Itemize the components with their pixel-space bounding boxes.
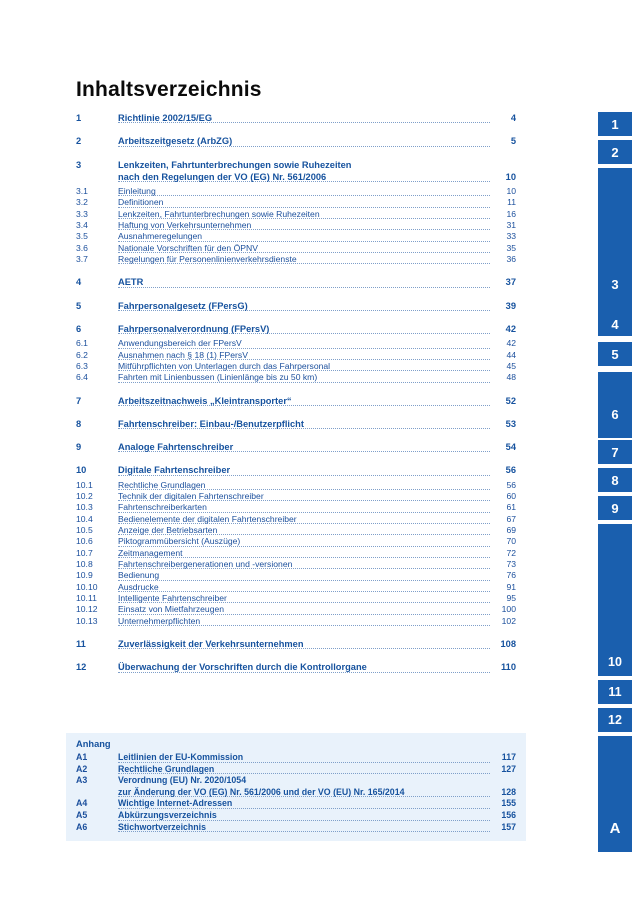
- page-title: Inhaltsverzeichnis: [76, 78, 262, 101]
- toc-entry-page: 53: [505, 418, 516, 429]
- chapter-tab-11[interactable]: 11: [598, 680, 632, 704]
- toc-entry-leader: AETR: [118, 276, 490, 288]
- toc-entry-number: 10.6: [76, 536, 93, 547]
- toc-entry-page: 54: [505, 442, 516, 453]
- toc-entry[interactable]: [76, 559, 516, 570]
- appendix-entry-number: A5: [76, 810, 88, 821]
- appendix-entry[interactable]: [76, 798, 516, 810]
- appendix-entry[interactable]: [76, 810, 516, 822]
- appendix-entry-leader: Wichtige Internet-Adressen: [118, 798, 490, 810]
- toc-entry[interactable]: [76, 638, 516, 650]
- chapter-tab-1[interactable]: 1: [598, 112, 632, 136]
- appendix-entry-leader: Stichwortverzeichnis: [118, 822, 490, 834]
- toc-entry[interactable]: [76, 491, 516, 502]
- toc-entry-page: 10: [505, 171, 516, 182]
- toc-entry[interactable]: [76, 112, 516, 124]
- toc-entry-number: 10.9: [76, 570, 93, 581]
- toc-entry-number: 3.3: [76, 208, 88, 219]
- toc-entry-page: 95: [506, 593, 516, 604]
- toc-entry-leader: Fahrtenschreiberkarten: [118, 502, 490, 513]
- appendix-entry-number: A3: [76, 775, 88, 786]
- chapter-tab-4[interactable]: 4: [598, 312, 632, 336]
- chapter-tab-2[interactable]: 2: [598, 140, 632, 164]
- toc-entry-leader: Haftung von Verkehrsunternehmen: [118, 220, 490, 231]
- toc-entry-leader: Fahrpersonalgesetz (FPersG): [118, 300, 490, 312]
- toc-entry-page: 4: [510, 113, 516, 123]
- toc-entry-leader: Richtlinie 2002/15/EG: [118, 112, 490, 124]
- toc-entry[interactable]: [76, 372, 516, 383]
- appendix-entry-leader: Rechtliche Grundlagen: [118, 764, 490, 776]
- toc-entry[interactable]: [76, 231, 516, 242]
- toc-entry-leader: Bedienung: [118, 570, 490, 581]
- table-of-contents: [76, 112, 516, 674]
- toc-entry[interactable]: [76, 338, 516, 349]
- toc-entry[interactable]: [76, 616, 516, 627]
- toc-entry-leader: Ausdrucke: [118, 582, 490, 593]
- toc-entry[interactable]: [76, 464, 516, 476]
- toc-entry[interactable]: [76, 220, 516, 231]
- toc-entry[interactable]: [76, 276, 516, 288]
- toc-entry-number: 3: [76, 159, 82, 170]
- toc-entry-leader: Intelligente Fahrtenschreiber: [118, 593, 490, 604]
- toc-entry-leader: Lenkzeiten, Fahrtunterbrechungen sowie Ruhezeiten: [118, 209, 490, 220]
- chapter-tab-5[interactable]: 5: [598, 342, 632, 366]
- toc-entry-page: 56: [505, 465, 516, 476]
- toc-entry-leader: Arbeitszeitnachweis „Kleintransporter“: [118, 395, 490, 407]
- appendix-entry-number: A6: [76, 821, 88, 832]
- toc-entry-page: 108: [500, 639, 516, 650]
- appendix-entry[interactable]: [76, 775, 516, 787]
- toc-entry-page: 5: [510, 136, 516, 147]
- toc-entry-leader: Mitführpflichten von Unterlagen durch das Fahrpersonal: [118, 361, 490, 372]
- toc-entry-title: Lenkzeiten, Fahrtunterbrechungen sowie Ruhezeiten: [118, 159, 352, 170]
- toc-entry-page: 73: [506, 559, 516, 570]
- appendix-entry[interactable]: [76, 822, 516, 834]
- toc-entry-number: 10.3: [76, 502, 93, 513]
- toc-entry-page: 76: [506, 570, 516, 581]
- toc-entry[interactable]: [76, 514, 516, 525]
- chapter-tab-12[interactable]: 12: [598, 708, 632, 732]
- toc-entry[interactable]: [76, 661, 516, 673]
- appendix-entry[interactable]: [76, 764, 516, 776]
- toc-entry[interactable]: [76, 441, 516, 453]
- toc-entry-number: 10: [76, 465, 87, 476]
- toc-entry-leader: Fahrtenschreiber: Einbau-/Benutzerpflicht: [118, 418, 490, 430]
- toc-entry[interactable]: [76, 418, 516, 430]
- toc-entry-number: 3.2: [76, 197, 88, 208]
- toc-entry-leader: Fahrpersonalverordnung (FPersV): [118, 323, 490, 335]
- toc-entry-number: 10.1: [76, 479, 93, 490]
- toc-entry-number: 8: [76, 418, 82, 429]
- toc-entry-number: 10.11: [76, 593, 97, 604]
- toc-entry-page: 100: [501, 604, 516, 615]
- appendix-entry[interactable]: [76, 752, 516, 764]
- toc-entry[interactable]: [76, 197, 516, 208]
- toc-entry-number: 6.3: [76, 360, 88, 371]
- toc-entry-page: 72: [506, 547, 516, 558]
- toc-entry-page: 36: [506, 254, 516, 265]
- toc-entry-page: 67: [506, 513, 516, 524]
- toc-entry-page: 110: [501, 662, 516, 673]
- appendix-entry-title: Verordnung (EU) Nr. 2020/1054: [118, 775, 247, 786]
- toc-entry-leader: Bedienelemente der digitalen Fahrtenschreiber: [118, 514, 490, 525]
- toc-entry-leader: Einleitung: [118, 186, 490, 197]
- toc-entry-page: 56: [506, 479, 516, 490]
- toc-entry-leader: Unternehmerpflichten: [118, 616, 490, 627]
- toc-entry-leader: Nationale Vorschriften für den ÖPNV: [118, 243, 490, 254]
- toc-entry[interactable]: [76, 582, 516, 593]
- toc-entry-number: 5: [76, 300, 82, 311]
- toc-entry[interactable]: [76, 604, 516, 615]
- toc-entry-page: 11: [507, 197, 516, 208]
- toc-entry[interactable]: [76, 548, 516, 559]
- toc-entry-leader: Digitale Fahrtenschreiber: [118, 464, 490, 476]
- toc-entry-page: 16: [506, 208, 516, 219]
- toc-entry-page: 60: [506, 491, 516, 502]
- toc-entry[interactable]: [76, 350, 516, 361]
- toc-entry-leader: Definitionen: [118, 197, 490, 208]
- toc-entry[interactable]: [76, 525, 516, 536]
- appendix-entry-page: 128: [501, 786, 516, 797]
- toc-entry-leader: Arbeitszeitgesetz (ArbZG): [118, 135, 490, 147]
- toc-entry-leader: nach den Regelungen der VO (EG) Nr. 561/2006: [118, 171, 490, 183]
- toc-entry-number: 10.12: [76, 604, 98, 615]
- toc-entry[interactable]: [76, 209, 516, 220]
- toc-entry[interactable]: [76, 300, 516, 312]
- toc-entry[interactable]: [76, 186, 516, 197]
- appendix-entry-number: A4: [76, 798, 88, 809]
- appendix-entry-leader: zur Änderung der VO (EG) Nr. 561/2006 und der VO (EU) Nr. 165/2014: [118, 787, 490, 799]
- chapter-tab-10[interactable]: 10: [608, 655, 622, 669]
- toc-entry-number: 4: [76, 277, 82, 288]
- appendix-entry-page: 155: [501, 798, 516, 809]
- toc-entry[interactable]: [76, 536, 516, 547]
- toc-entry[interactable]: [76, 254, 516, 265]
- toc-entry-number: 7: [76, 395, 82, 406]
- toc-entry-page: 52: [505, 395, 516, 406]
- appendix-entry-number: A1: [76, 752, 88, 762]
- toc-entry-number: 1: [76, 113, 82, 123]
- toc-entry-page: 37: [505, 277, 516, 288]
- toc-entry-page: 70: [506, 536, 516, 547]
- toc-entry-page: 102: [501, 615, 516, 626]
- toc-entry[interactable]: [76, 480, 516, 491]
- toc-entry-leader: Fahrtenschreibergenerationen und -versionen: [118, 559, 490, 570]
- toc-entry-leader: Überwachung der Vorschriften durch die Kontrollorgane: [118, 661, 490, 673]
- toc-entry-number: 9: [76, 442, 82, 453]
- toc-entry[interactable]: [76, 502, 516, 513]
- appendix-entry-continuation[interactable]: [76, 787, 516, 799]
- toc-entry-number: 10.7: [76, 547, 93, 558]
- toc-entry-number: 3.7: [76, 254, 88, 265]
- toc-entry-leader: Regelungen für Personenlinienverkehrsdienste: [118, 254, 490, 265]
- toc-entry-page: 61: [506, 502, 516, 513]
- toc-entry-number: 6.2: [76, 349, 88, 360]
- toc-entry-page: 42: [506, 338, 516, 349]
- toc-entry-number: 10.13: [76, 615, 98, 626]
- toc-entry-page: 39: [505, 300, 516, 311]
- toc-entry-leader: Rechtliche Grundlagen: [118, 480, 490, 491]
- toc-entry[interactable]: [76, 323, 516, 335]
- toc-entry-number: 10.8: [76, 559, 93, 570]
- toc-entry-page: 42: [505, 324, 516, 334]
- toc-entry-page: 35: [506, 242, 516, 253]
- appendix-entry-leader: Leitlinien der EU-Kommission: [118, 752, 490, 764]
- toc-entry-page: 33: [506, 231, 516, 242]
- toc-entry[interactable]: [76, 361, 516, 372]
- toc-entry-leader: Zeitmanagement: [118, 548, 490, 559]
- appendix-header: Anhang: [76, 739, 111, 749]
- appendix-entry-page: 156: [501, 810, 516, 821]
- toc-entry-page: 91: [506, 581, 516, 592]
- appendix-entry-number: A2: [76, 763, 88, 774]
- toc-entry-number: 3.6: [76, 242, 88, 253]
- toc-entry-number: 10.2: [76, 491, 93, 502]
- toc-entry-page: 48: [506, 372, 516, 383]
- chapter-tab-8[interactable]: 8: [598, 468, 632, 492]
- chapter-tab-a[interactable]: A: [609, 819, 621, 837]
- toc-entry-page: 31: [506, 220, 516, 231]
- toc-entry-number: 6.4: [76, 372, 88, 383]
- toc-entry-leader: Technik der digitalen Fahrtenschreiber: [118, 491, 490, 502]
- toc-entry-leader: Anwendungsbereich der FPersV: [118, 338, 490, 349]
- toc-entry-number: 6: [76, 324, 82, 334]
- appendix-entry-page: 127: [501, 763, 516, 774]
- toc-entry-leader: Ausnahmen nach § 18 (1) FPersV: [118, 350, 490, 361]
- chapter-tab-rail: [598, 0, 632, 898]
- toc-entry-leader: Zuverlässigkeit der Verkehrsunternehmen: [118, 638, 490, 650]
- toc-entry-leader: Piktogrammübersicht (Auszüge): [118, 536, 490, 547]
- toc-entry-number: 6.1: [76, 338, 88, 349]
- toc-entry-leader: Fahrten mit Linienbussen (Linienlänge bis zu 50 km): [118, 372, 490, 383]
- toc-entry[interactable]: [76, 395, 516, 407]
- chapter-tab-7[interactable]: 7: [598, 440, 632, 464]
- toc-entry-number: 3.1: [76, 186, 88, 197]
- toc-entry-number: 3.4: [76, 220, 88, 231]
- toc-entry-number: 10.4: [76, 513, 93, 524]
- toc-entry-leader: Anzeige der Betriebsarten: [118, 525, 490, 536]
- toc-entry-number: 10.5: [76, 525, 93, 536]
- toc-entry-leader: Einsatz von Mietfahrzeugen: [118, 604, 490, 615]
- toc-entry-leader: Ausnahmeregelungen: [118, 231, 490, 242]
- toc-entry-leader: Analoge Fahrtenschreiber: [118, 441, 490, 453]
- appendix-entry-page: 157: [501, 821, 516, 832]
- toc-entry-number: 12: [76, 662, 87, 673]
- toc-entry[interactable]: [76, 593, 516, 604]
- toc-entry-number: 2: [76, 136, 82, 147]
- toc-entry-page: 69: [506, 525, 516, 536]
- toc-entry[interactable]: [76, 159, 516, 171]
- toc-entry[interactable]: [76, 243, 516, 254]
- toc-entry-number: 3.5: [76, 231, 88, 242]
- toc-entry-page: 44: [506, 349, 516, 360]
- appendix-entry-page: 117: [501, 752, 516, 762]
- toc-entry-page: 45: [506, 360, 516, 371]
- appendix-entry-leader: Abkürzungsverzeichnis: [118, 810, 490, 822]
- toc-entry-number: 10.10: [76, 581, 98, 592]
- appendix-section: [66, 733, 526, 841]
- toc-entry[interactable]: [76, 135, 516, 147]
- toc-entry-number: 11: [76, 639, 86, 650]
- toc-entry[interactable]: [76, 570, 516, 581]
- chapter-tab-6[interactable]: 6: [611, 406, 619, 422]
- toc-entry-page: 10: [506, 186, 516, 197]
- toc-entry-continuation[interactable]: [76, 171, 516, 183]
- chapter-tab-9[interactable]: 9: [598, 496, 632, 520]
- chapter-tab-3[interactable]: 3: [611, 276, 619, 292]
